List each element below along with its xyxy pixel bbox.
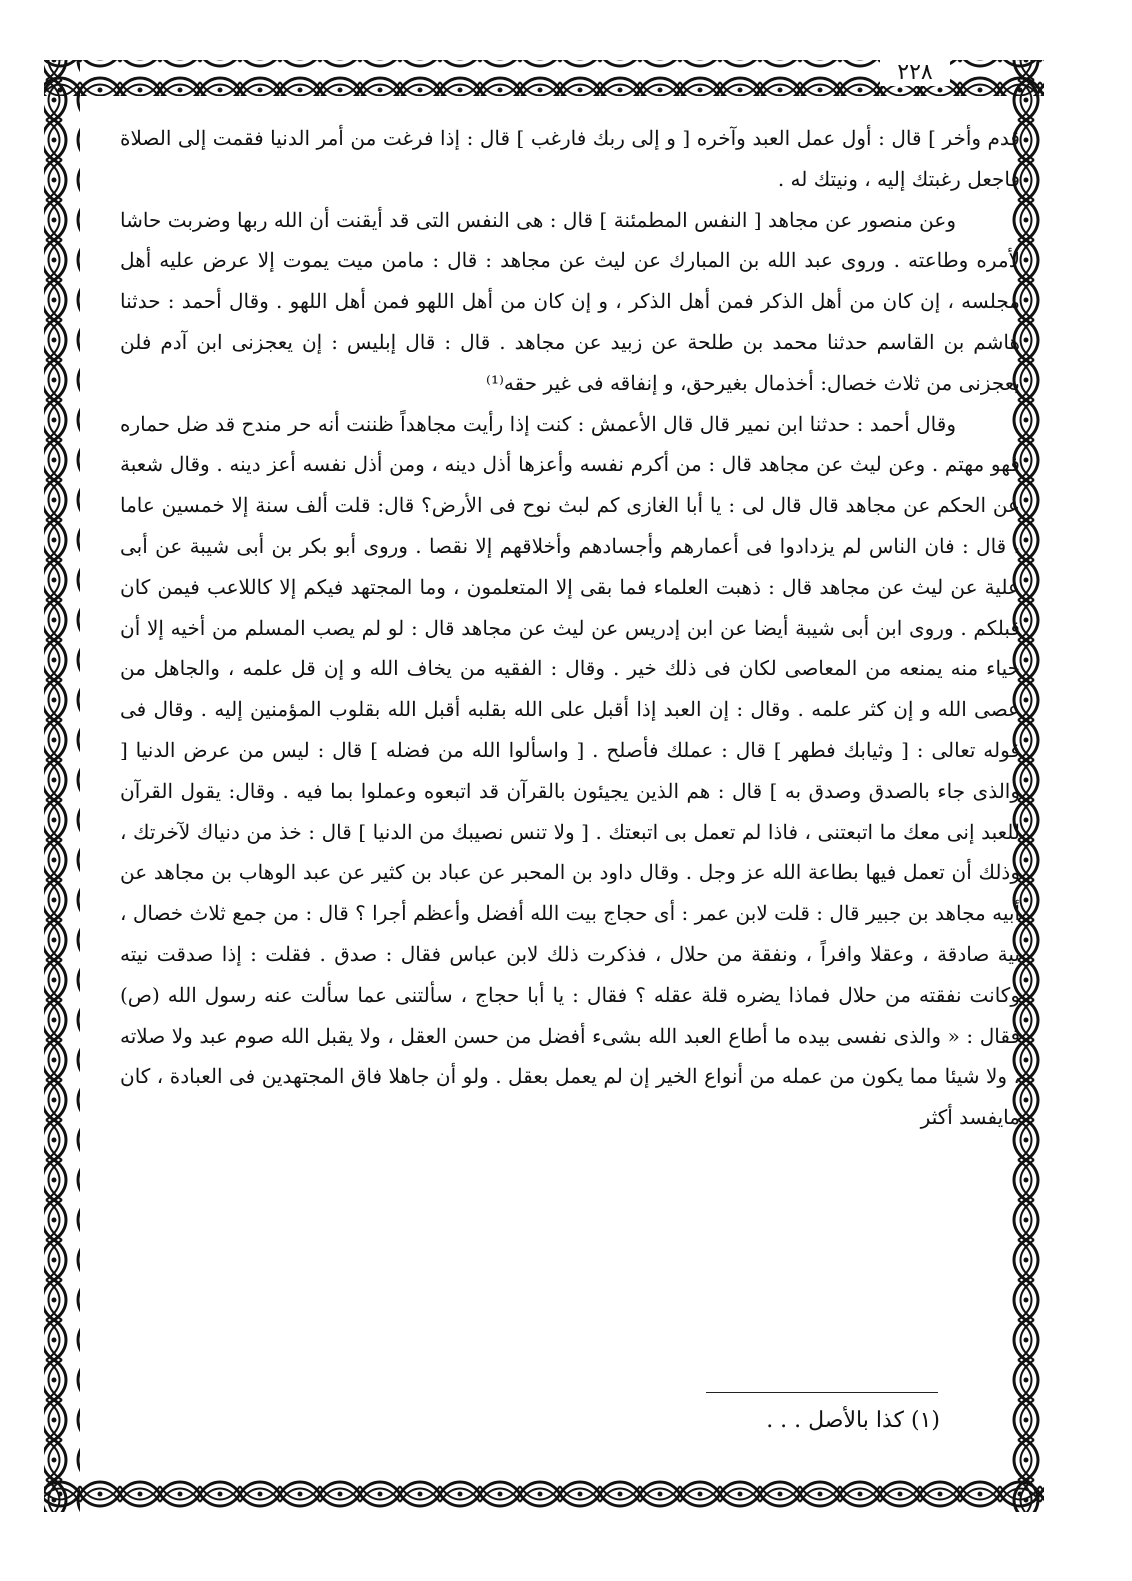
border-left (44, 60, 80, 1512)
footnote: (١) كذا بالأصل . . . (766, 1408, 940, 1433)
paragraph: وعن منصور عن مجاهد [ النفس المطمئنة ] قال : هى النفس التى قد أيقنت أن الله ربها وضربت حاشا لأمره وطاعته . وروى عبد الله بن المبارك عن ليث عن مجاهد : قال : مامن ميت يموت إلا عرض عليه أهل مجلسه ، إن كان من أهل الذكر فمن أهل الذكر ، و إن كان من أهل اللهو فمن أهل اللهو . وقال أحمد : حدثنا هاشم بن القاسم حدثنا محمد بن طلحة عن زبيد عن مجاهد . قال : قال إبليس : إن يعجزنى ابن آدم فلن يعجزنى من ثلاث خصال: أخذمال بغيرحق، و إنفاقه فى غير حقه⁽¹⁾ (120, 207, 1020, 395)
footnote-separator (706, 1392, 938, 1393)
page-number: ٢٢٨ (880, 60, 950, 86)
main-text (120, 118, 1020, 1388)
paragraph: وقال أحمد : حدثنا ابن نمير قال قال الأعمش : كنت إذا رأيت مجاهداً ظننت أنه حر مندح قد ضل حماره فهو مهتم . وعن ليث عن مجاهد قال : من أكرم نفسه وأعزها أذل دينه ، ومن أذل نفسه أعز دينه . وقال شعبة عن الحكم عن مجاهد قال قال لى : يا أبا الغازى كم لبث نوح فى الأرض؟ قال: قلت ألف سنة إلا خمسين عاما ، قال : فان الناس لم يزدادوا فى أعمارهم وأجسادهم وأخلاقهم إلا نقصا . وروى أبو بكر بن أبى شيبة عن أبى علية عن ليث عن مجاهد قال : ذهبت العلماء فما بقى إلا المتعلمون ، وما المجتهد فيكم إلا كاللاعب فيمن كان قبلكم . وروى ابن أبى شيبة أيضا عن ابن إدريس عن ليث عن مجاهد قال : لو لم يصب المسلم من أخيه إلا أن حياء منه يمنعه من المعاصى لكان فى ذلك خير . وقال : الفقيه من يخاف الله و إن قل علمه ، والجاهل من عصى الله و إن كثر علمه . وقال : إن العبد إذا أقبل على الله بقلبه أقبل الله بقلوب المؤمنين إليه . وقال فى قوله تعالى : [ وثيابك فطهر ] قال : عملك فأصلح . [ واسألوا الله من فضله ] قال : ليس من عرض الدنيا [ والذى جاء بالصدق وصدق به ] قال : هم الذين يجيئون بالقرآن قد اتبعوه وعملوا بما فيه . وقال: يقول القرآن للعبد إنى معك ما اتبعتنى ، فاذا لم تعمل بى اتبعتك . [ ولا تنس نصيبك من الدنيا ] قال : خذ من دنياك لآخرتك ، وذلك أن تعمل فيها بطاعة الله عز وجل . وقال داود بن المحبر عن عباد بن كثير عن عبد الوهاب بن مجاهد عن أبيه مجاهد بن جبير قال : قلت لابن عمر : أى حجاج بيت الله أفضل وأعظم أجرا ؟ قال : من جمع ثلاث خصال ، نية صادقة ، وعقلا وافراً ، ونفقة من حلال ، فذكرت ذلك لابن عباس فقال : صدق . فقلت : إذا صدقت نيته وكانت نفقته من حلال فماذا يضره قلة عقله ؟ فقال : يا أبا حجاج ، سألتنى عما سألت عنه رسول الله (ص) فقال : « والذى نفسى بيده ما أطاع العبد الله بشىء أفضل من حسن العقل ، ولا يقبل الله صوم عبد ولا صلاته ، ولا شيئا مما يكون من عمله من أنواع الخير إن لم يعمل بعقل . ولو أن جاهلا فاق المجتهدين فى العبادة ، كان مايفسد أكثر (120, 411, 1020, 1130)
border-bottom (44, 1476, 1044, 1512)
paragraph: قدم وأخر ] قال : أول عمل العبد وآخره [ و إلى ربك فارغب ] قال : إذا فرغت من أمر الدنيا فقمت إلى الصلاة فاجعل رغبتك إليه ، ونيتك له . (120, 126, 1020, 191)
